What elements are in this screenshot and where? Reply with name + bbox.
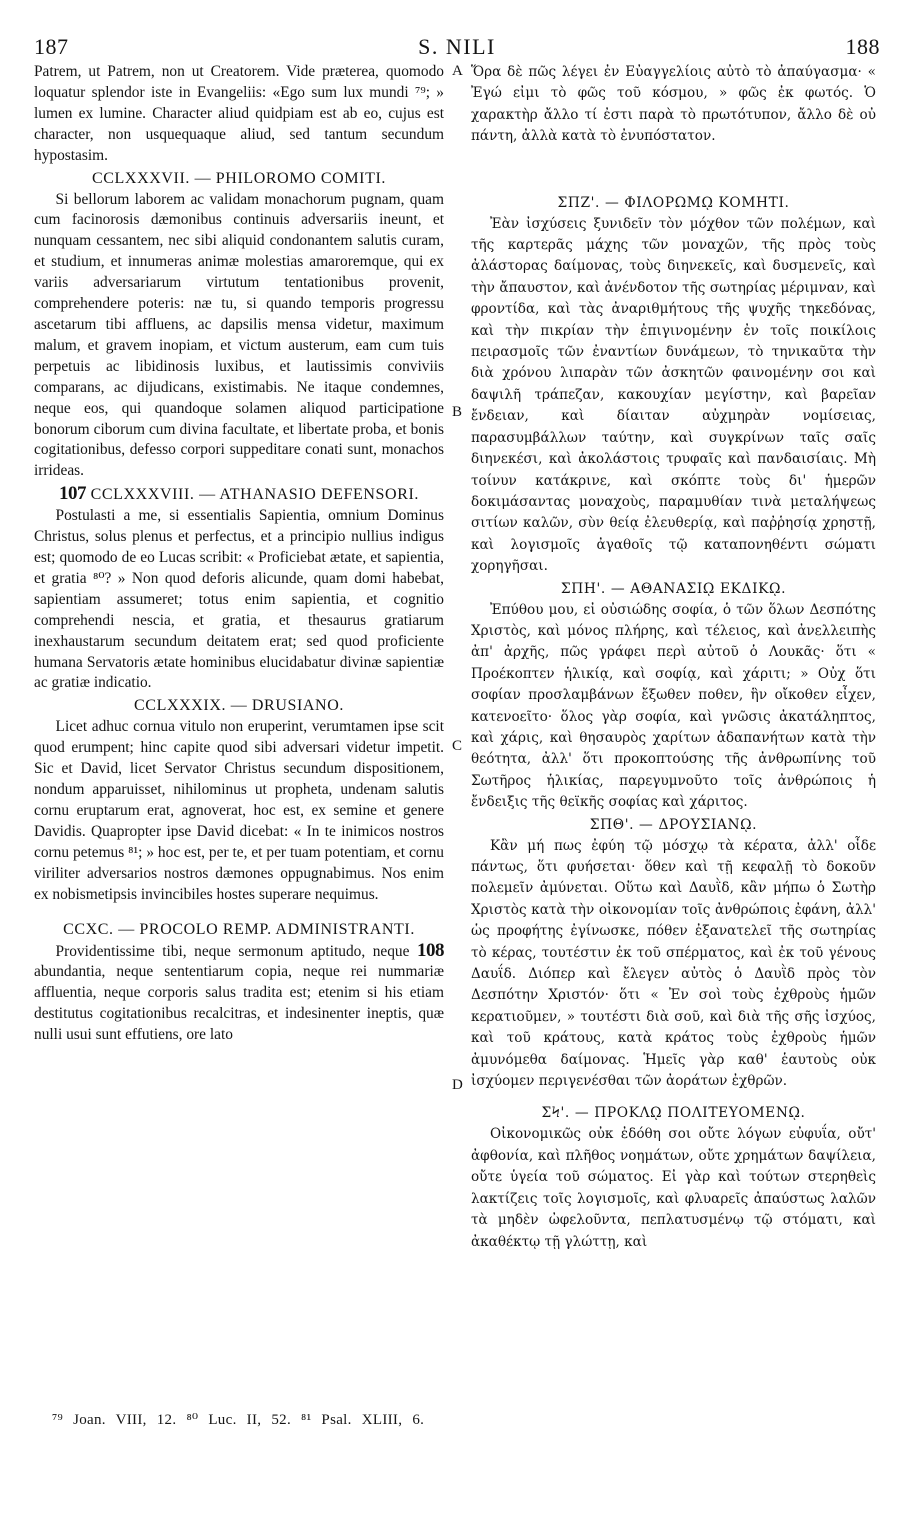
margin-marker-a: A [452, 63, 463, 79]
footnotes: ⁷⁹ Joan. VIII, 12. ⁸⁰ Luc. II, 52. ⁸¹ Psal. XLIII, 6. [52, 1412, 425, 1428]
left-page-number: 187 [34, 34, 69, 59]
margin-marker-d: D [452, 1077, 463, 1093]
margin-marker-b: B [452, 404, 463, 420]
margin-marker-c: C [452, 738, 463, 754]
column-number-108: 108 [417, 939, 444, 961]
latin-letter-290-text-b: abundantia, neque sententiarum copia, neque rei nummariæ affluentia, neque corporis salus tradita est; etenim si his etiam destitutus cogitationibus recalcitras, et indesinenter ineptis, quæ nulli usui sunt effutiens, ore lato [34, 963, 444, 1044]
running-title: S. NILI [418, 34, 496, 59]
running-head [34, 34, 880, 62]
greek-letter-287-text: Ἐὰν ἰσχύσεις ξυνιδεῖν τὸν μόχθον τῶν πολέμων, καὶ τῆς καρτερᾶς μάχης τῶν μοναχῶν, τῆς πρὸς τοὺς ἀλάστορας δαίμονας, τοὺς διηνεκεῖς, καὶ δυσμενεῖς, καὶ τὴν ἄπαυστον, καὶ ἀνένδοτον τῆς σωτηρίας μέριμναν, καὶ φροντίδα, καὶ τὰς ἀναριθμήτους τῆς ψυχῆς τηκεδόνας, καὶ τὴν πικρίαν τὴν ἐπιγινομένην ἐν τοῖς ποικίλοις πειρασμοῖς τῶν ἐναντίων δυνάμεων, τὸ τηνικαῦτα τὴν διὰ χρόνου λιπαρὰν τῶν ἀσκητῶν φαινομένην σοι καὶ δαψιλῆ τράπεζαν, κακουχίαν μεγίστην, καὶ βαρεῖαν ἔνδειαν, καὶ δίαιταν αὐχμηρὰν νομίσειας, παρασυμβάλλων ταύτην, καὶ συγκρίνων ταῖς σαῖς διηνεκέσι, καὶ ἀκολάστοις τρυφαῖς καὶ πανδαισίαις. Μὴ τοίνυν κατάκρινε, καὶ σκόπτε τοὺς δι' ἡμερῶν δοκιμάσαντας μοναχοὺς, παραμυθίαν τινὰ μεταλήψεως σιτίων καλῶν, σὺν θείᾳ ἐλευθερίᾳ, καὶ παῤῥησίᾳ χρηστῇ, καὶ λογισμοῖς ἀγαθοῖς τῷ καταπονηθέντι σώματι χορηγῆσαι. [471, 215, 876, 575]
greek-heading-288: ΣΠΗ'. — ΑΘΑΝΑΣΙῼ ΕΚΔΙΚῼ. [560, 580, 787, 597]
greek-intro-paragraph: Ὅρα δὲ πῶς λέγει ἐν Εὐαγγελίοις αὐτὸ τὸ ἀπαύγασμα· « Ἐγώ εἰμι τὸ φῶς τοῦ κόσμου, » φῶς ἐκ φωτός. Ὁ χαρακτὴρ ἄλλο τί ἐστι παρὰ τὸ πρωτότυπον, ἄλλο δὲ οὐ πάντη, ἀλλὰ κατὰ τὸ ἐνυπόστατον. [471, 64, 876, 145]
greek-heading-289: ΣΠΘ'. — ΔΡΟΥΣΙΑΝῼ. [589, 816, 758, 833]
greek-heading-290: ΣϞ'. — ΠΡΟΚΛῼ ΠΟΛΙΤΕΥΟΜΕΝῼ. [541, 1105, 806, 1122]
latin-letter-289-text: Licet adhuc cornua vitulo non eruperint, verumtamen ipse scit quod erumpent; hinc capite quod sibi adversari videtur impetit. Sic et David, licet Servator Christus secundum dispositionem, nondum apparuisset, nihilominus ut propheta, undenam salutis cornu eruptarum erat, agnoverat, hoc est, ex semine et genere Davidis. Quapropter ipse David dicebat: « In te inimicos nostros cornu petemus ⁸¹; » hoc est, per te, et per tuam potentiam, et cornu viriliter adversarios nostros dæmones oppugnabimus. Nos enim ex nobismetipsis invincibiles hostes superare nequimus. [34, 718, 444, 903]
greek-heading-287: ΣΠΖ'. — ΦΙΛΟΡΩΜῼ ΚΟΜΗΤΙ. [557, 194, 790, 211]
spacer [34, 906, 444, 918]
greek-letter-288-text: Ἐπύθου μου, εἰ οὐσιώδης σοφία, ὁ τῶν ὅλων Δεσπότης Χριστὸς, καὶ μόνος πλήρης, καὶ τέλειος, καὶ ἀνελλειπὴς ἀπ' ἀρχῆς, πῶς γράφει περὶ αὐτοῦ ὁ Λουκᾶς· ὅτι « Προέκοπτεν ἡλικίᾳ, καὶ σοφίᾳ, καὶ χάριτι; » Οὐχ ὅτι σοφίαν προσλαμβάνων ἔξωθεν ποθεν, ἣν οἴκοθεν εἶχεν, κατενοεῖτο· ὅλος γὰρ σοφία, καὶ γνῶσις ἀκατάληπτος, καὶ χάρις, καὶ θησαυρὸς χαρίτων ἀδαπανήτων κατὰ τὴν θεότητα, ἀλλ' ὅτι προκοπτούσης τῆς ἀνθρωπίνης τοῦ Σωτῆρος ἡλικίας, παρεγυμνοῦτο τοῖς ἀνθρώποις ἡ ἔνδειξις τῆς θεϊκῆς σοφίας καὶ χάριτος. [471, 601, 876, 811]
latin-letter-290-text-a: Providentissime tibi, neque sermonum aptitudo, neque [55, 942, 410, 960]
latin-heading-287: CCLXXXVII. — PHILOROMO COMITI. [92, 169, 386, 187]
spacer [471, 1092, 876, 1102]
latin-letter-288-text: Postulasti a me, si essentialis Sapientia, omnium Dominus Christus, solus plenus et perfectus, et a principio nullius indigus est; quomodo de eo Lucas scribit: « Proficiebat ætate, et sapientia, et gratia ⁸⁰? » Non quod deforis alicunde, quam domi habebat, sapientiam assumeret; totus enim sapientia, et cognitio comprehendi nescia, et gratia, et thesaurus gratiarum inexhaustarum secundum deitatem erat; sed quod proficiente humana Servatoris ætate hominibus elucidabatur divinæ sapientiæ ac gratiæ indicatio. [34, 507, 444, 692]
latin-heading-288-title: CCLXXXVIII. — ATHANASIO DEFENSORI. [90, 486, 419, 504]
greek-letter-289-text: Κἂν μή πως ἐφύη τῷ μόσχῳ τὰ κέρατα, ἀλλ' οἶδε πάντως, ὅτι φυήσεται· ὅθεν καὶ τῇ κεφαλῇ τὸ δοκοῦν πολεμεῖν ἀμύνεται. Οὕτω καὶ Δαυῒδ, κἂν μήπω ὁ Σωτὴρ Χριστὸς κατὰ τὴν οἰκονομίαν τοῖς ἀνθρώποις ἐφάνη, ἀλλ' ὡς προφήτης ἐγίνωσκε, πόθεν ἐξανατελεῖ τῆς σωτηρίας τὸ κέρας, τουτέστιν ἐκ τοῦ σπέρματος, καὶ ἐκ τοῦ γένους Δαυΐδ. Διόπερ καὶ ἔλεγεν αὐτὸς ὁ Δαυῒδ πρὸς τὸν Δεσπότην Χριστόν· ὅτι « Ἐν σοὶ τοὺς ἐχθροὺς ἡμῶν κερατιοῦμεν, » τουτέστι διὰ σοῦ, καὶ διὰ τῆς σῆς ἰσχύος, καὶ τοῦ κράτους, κατὰ κράτος τοὺς ἐχθροὺς ἡμῶν ἀμυνόμεθα δαίμονας. Ἡμεῖς γὰρ καθ' ἑαυτοὺς οὐκ ἰσχύομεν περιγενέσθαι τῶν ἀοράτων ἐχθρῶν. [471, 837, 876, 1090]
greek-letter-290-text: Οἰκονομικῶς οὐκ ἐδόθη σοι οὔτε λόγων εὐφυΐα, οὔτ' ἀφθονία, καὶ πλῆθος νοημάτων, οὔτε χρημάτων δαψίλεια, οὔτε ὑγεία τοῦ σώματος. Εἰ γὰρ καὶ τούτων στερηθεὶς λακτίζεις τοῖς λογισμοῖς, καὶ φλυαρεῖς ἀπαύστως λαλῶν τὰ μηδὲν ὠφελοῦντα, πεπλατυσμένῳ τῷ στόματι, καὶ ἀκαθέκτῳ τῇ γλώττῃ, καὶ [471, 1126, 876, 1250]
latin-letter-290-text [34, 941, 444, 1047]
latin-intro-paragraph: Patrem, ut Patrem, non ut Creatorem. Vide præterea, quomodo loquatur splendor iste in Evangeliis: «Ego sum lux mundi ⁷⁹; » lumen ex lumine. Character aliud quidpiam est ab eo, cujus est character, non usquequaque aliud, sed tantum secundum hypostasim. [34, 63, 444, 164]
latin-heading-289: CCLXXXIX. — DRUSIANO. [134, 697, 344, 715]
greek-column [471, 62, 876, 1402]
latin-column [34, 62, 444, 1402]
latin-heading-290: CCXC. — PROCOLO REMP. ADMINISTRANTI. [63, 920, 415, 938]
latin-letter-287-text: Si bellorum laborem ac validam monachorum pugnam, quam cum facinorosis dæmonibus continuis adversariis ineunt, et nunquam cessantem, nec sibi aliquid condonantem salutis curam, et studium, et innumeras animæ molestias amaroremque, qui ex variis adversariarum virtutum tentationibus provenit, comprehendere poteris: næ tu, si quando temporis progressu ascetarum tibi affluens, ac dapsilis mensa videtur, maximum malum, et gravem inopiam, et victum austerum, eam cum tuis perpetuis ac libidinosis luxibus, et lautissimis conviviis comparans, ac dijudicans, existimabis. Ne itaque condemnes, neque eos, qui quandoque solamen aliquod participatione bonorum ciborum cum divina facultate, et libertate proba, et bonis cogitationibus, defesso corpori suppeditare conati sunt, monachos irrideas. [34, 190, 444, 480]
right-page-number: 188 [845, 34, 880, 59]
spacer [471, 148, 876, 192]
latin-heading-288 [34, 482, 444, 506]
column-number-107: 107 [58, 483, 86, 505]
